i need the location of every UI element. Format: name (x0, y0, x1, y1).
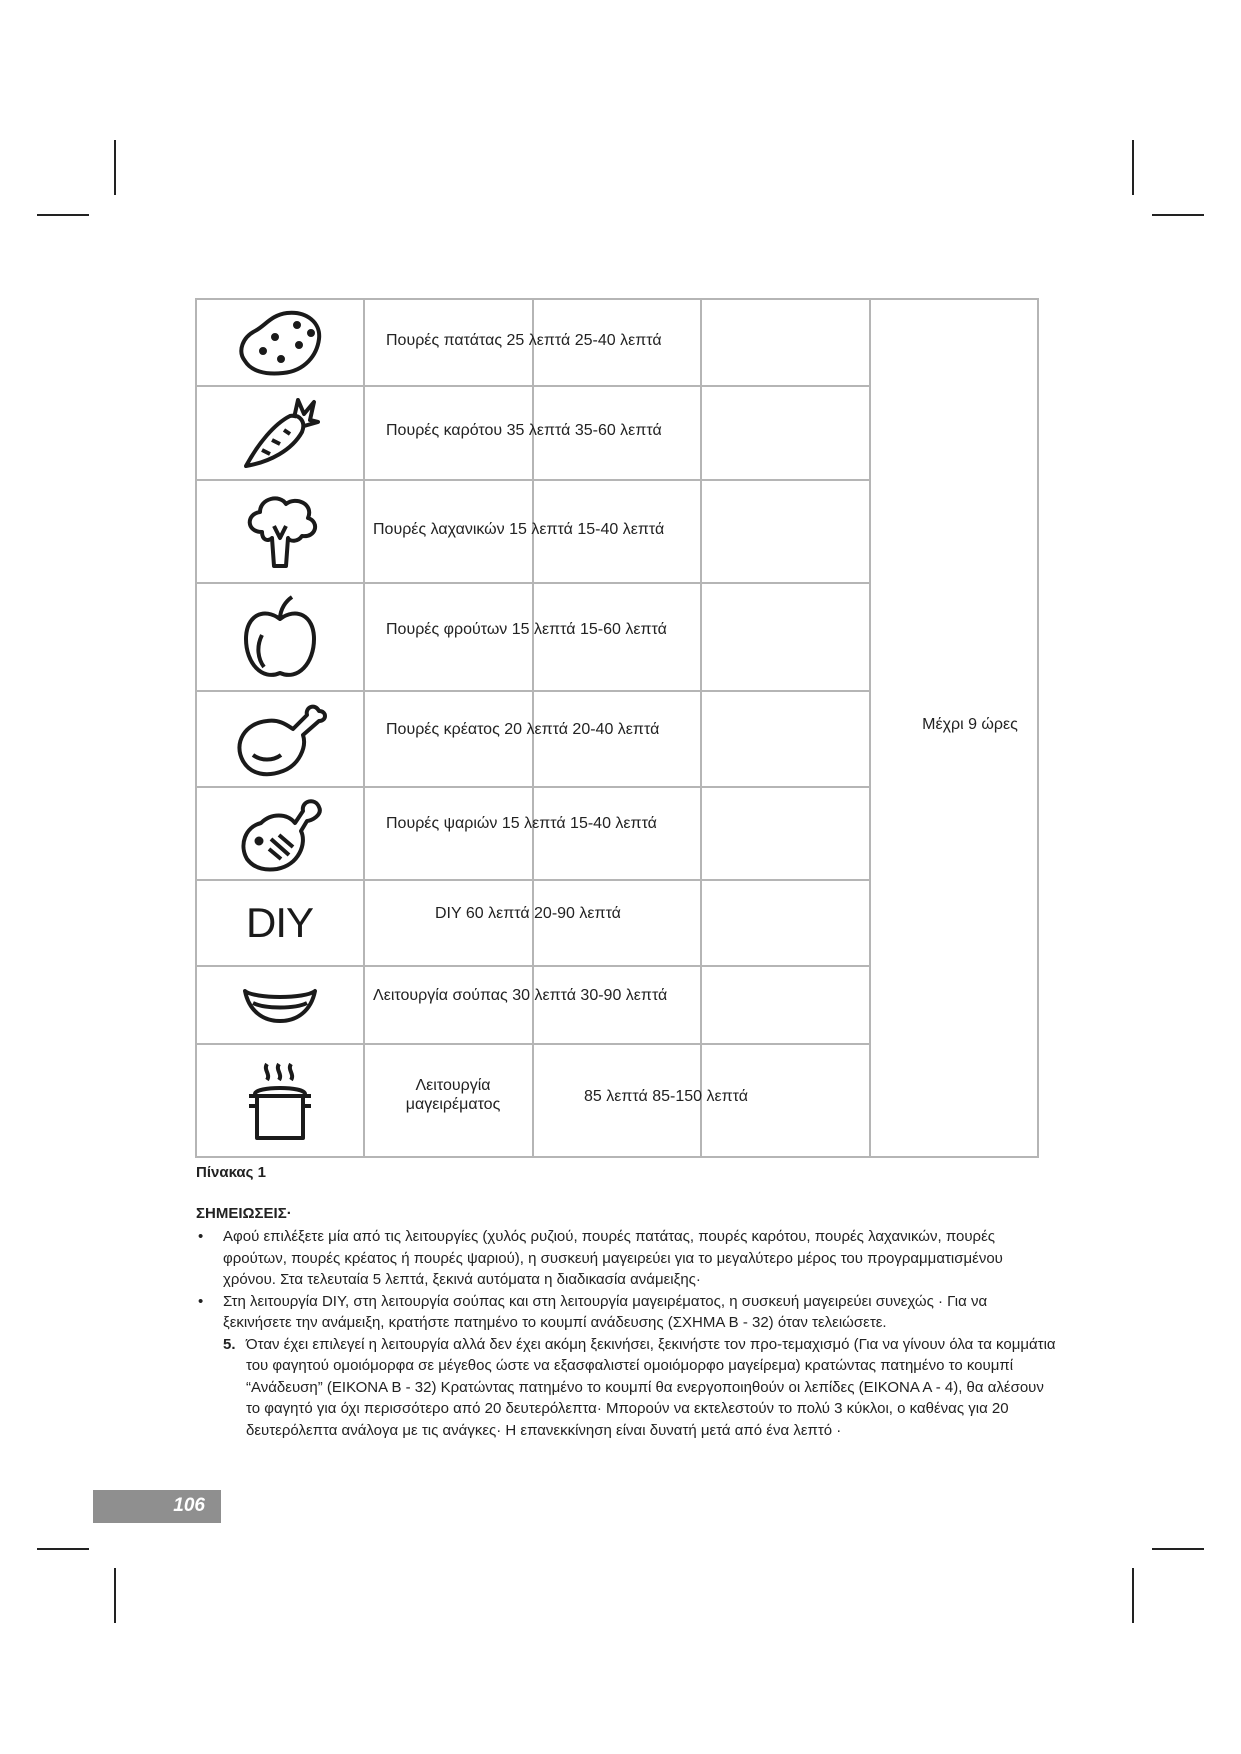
crop-mark (37, 214, 89, 216)
program-table (195, 298, 1039, 1158)
crop-mark (37, 1548, 89, 1550)
row-text: DIY 60 λεπτά 20-90 λεπτά (435, 905, 621, 922)
drumstick-icon (197, 692, 362, 786)
row-text: 85 λεπτά 85-150 λεπτά (584, 1088, 748, 1105)
grid-line (869, 298, 871, 1158)
row-text: Πουρές ψαριών 15 λεπτά 15-40 λεπτά (386, 815, 657, 832)
table-caption: Πίνακας 1 (196, 1164, 266, 1181)
row-text: Πουρές κρέατος 20 λεπτά 20-40 λεπτά (386, 721, 660, 738)
crop-mark (1132, 140, 1134, 195)
grid-line (195, 1156, 1039, 1158)
diy-icon-text: DIY (245, 899, 313, 946)
carrot-icon (197, 387, 362, 479)
pot-icon (197, 1045, 362, 1156)
item-number: 5. (223, 1335, 236, 1353)
numbered-item (196, 1334, 1056, 1442)
apple-icon (197, 584, 362, 690)
notes-title: ΣΗΜΕΙΩΣΕΙΣ· (196, 1205, 292, 1222)
note-text: Αφού επιλέξετε μία από τις λειτουργίες (χυλός ρυζιού, πουρές πατάτας, πουρές καρότου, πουρές λαχανικών, πουρές φρούτων, πουρές κρέατος ή πουρές ψαριού), η συσκευή μαγειρεύει για το μεγαλύτερο μέρος του προγραμματισμένου χρόνου. Στα τελευταία 5 λεπτά, ξεκινά αυτόματα η διαδικασία ανάμειξης· (223, 1228, 1003, 1288)
bullet-icon: • (198, 1292, 204, 1310)
notes-body (196, 1226, 1056, 1441)
fish-icon (197, 788, 362, 879)
crop-mark (114, 1568, 116, 1623)
page-number: 106 (173, 1495, 205, 1516)
grid-line (363, 298, 365, 1158)
note-text: Στη λειτουργία DIY, στη λειτουργία σούπας και στη λειτουργία μαγειρέματος, η συσκευή μαγειρεύει συνεχώς · Για να ξεκινήσετε την ανάμειξη, κρατήστε πατημένο το κουμπί ανάδευσης (ΣΧΗΜΑ Β - 32) όταν τελειώσετε. (223, 1292, 988, 1331)
bullet-icon: • (198, 1228, 204, 1245)
grid-line (700, 298, 702, 1158)
row-text: Πουρές πατάτας 25 λεπτά 25-40 λεπτά (386, 332, 662, 349)
item-text: Όταν έχει επιλεγεί η λειτουργία αλλά δεν έχει ακόμη ξεκινήσει, ξεκινήστε τον προ-τεμαχισμό (Για να γίνουν όλα τα κομμάτια του φαγητού ομοιόμορφα σε μέγεθος ώστε να εξασφαλιστεί ομοιόμορφο μαγείρεμα) κρατώντας πατημένο το κουμπί “Ανάδευση” (ΕΙΚΟΝΑ Β - 32) Κρατώντας πατημένο το κουμπί θα ενεργοποιηθούν οι λεπίδες (ΕΙΚΟΝΑ Α - 4), θα αλέσουν το φαγητό για όχι περισσότερο από 20 δευτερόλεπτα· Μπορούν να εκτελεστούν το πολύ 3 κύκλοι, ο καθένας για 20 δευτερόλεπτα ανάλογα με τις ανάγκες· Η επανεκκίνηση είναι δυνατή μετά από ένα λεπτό · (246, 1335, 1056, 1439)
crop-mark (114, 140, 116, 195)
crop-mark (1132, 1568, 1134, 1623)
page-number-box (93, 1490, 221, 1523)
bowl-icon (197, 967, 362, 1043)
broccoli-icon (197, 481, 362, 582)
note-bullet (196, 1226, 1056, 1291)
diy-icon (197, 881, 362, 965)
row-text: Πουρές φρούτων 15 λεπτά 15-60 λεπτά (386, 621, 667, 638)
crop-mark (1152, 1548, 1204, 1550)
cooking-mode-label: Λειτουργία μαγειρέματος (405, 1077, 501, 1113)
row-text: Πουρές καρότου 35 λεπτά 35-60 λεπτά (386, 422, 662, 439)
max-time-cell: Μέχρι 9 ώρες (922, 716, 1018, 733)
potato-icon (197, 300, 362, 385)
row-text: Λειτουργία σούπας 30 λεπτά 30-90 λεπτά (373, 987, 668, 1004)
note-bullet (196, 1291, 1056, 1334)
crop-mark (1152, 214, 1204, 216)
row-text: Πουρές λαχανικών 15 λεπτά 15-40 λεπτά (373, 521, 665, 538)
